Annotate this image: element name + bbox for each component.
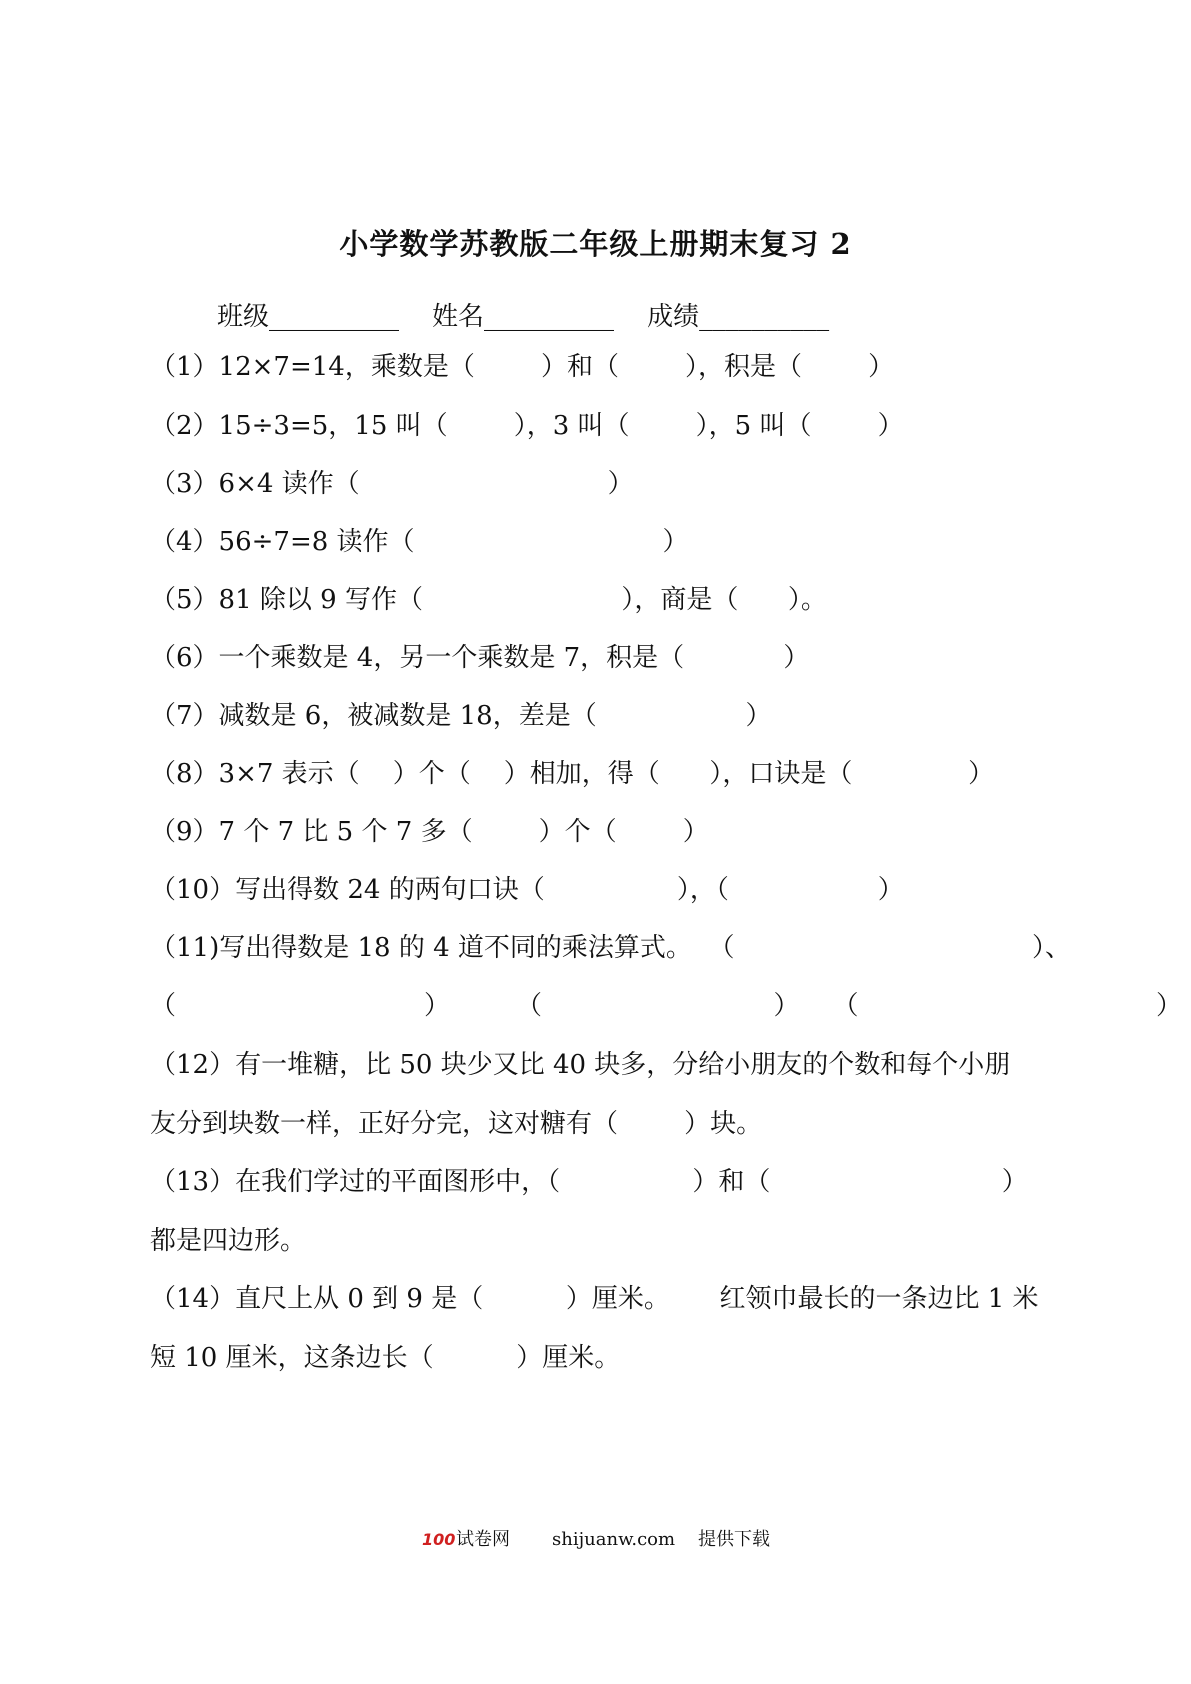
site-url: shijuanw.com <box>552 1529 676 1550</box>
question-6: （6）一个乘数是 4，另一个乘数是 7，积是（ ） <box>150 643 810 673</box>
student-info-line: 班级__________ 姓名__________ 成绩__________ <box>217 302 830 332</box>
question-1: （1）12×7=14，乘数是（ ）和（ ），积是（ ） <box>150 352 895 382</box>
question-11: （11)写出得数是 18 的 4 道不同的乘法算式。 （ ）、 <box>150 933 1071 963</box>
question-5: （5）81 除以 9 写作（ ），商是（ ）。 <box>150 585 827 615</box>
question-14-continued: 短 10 厘米，这条边长（ ）厘米。 <box>150 1343 621 1373</box>
question-9: （9）7 个 7 比 5 个 7 多（ ）个（ ） <box>150 817 709 847</box>
question-12-continued: 友分到块数一样，正好分完，这对糖有（ ）块。 <box>150 1109 763 1139</box>
site-logo: 100 <box>422 1530 456 1549</box>
page-title: 小学数学苏教版二年级上册期末复习 2 <box>339 227 852 261</box>
question-2: （2）15÷3=5，15 叫（ ），3 叫（ ），5 叫（ ） <box>150 411 904 441</box>
download-note: 提供下载 <box>698 1529 770 1550</box>
question-13-continued: 都是四边形。 <box>150 1226 307 1256</box>
question-10: （10）写出得数 24 的两句口诀（ ），（ ） <box>150 875 904 905</box>
question-3: （3）6×4 读作（ ） <box>150 469 634 499</box>
site-logo-text: 试卷网 <box>456 1529 510 1550</box>
question-7: （7）减数是 6，被减数是 18，差是（ ） <box>150 701 772 731</box>
question-13: （13）在我们学过的平面图形中，（ ）和（ ） <box>150 1167 1028 1197</box>
question-12: （12）有一堆糖，比 50 块少又比 40 块多，分给小朋友的个数和每个小朋 <box>150 1050 1011 1080</box>
question-14: （14）直尺上从 0 到 9 是（ ）厘米。 红领巾最长的一条边比 1 米 <box>150 1284 1039 1314</box>
question-11-continued: （ ） （ ） （ ） <box>150 991 1183 1021</box>
question-8: （8）3×7 表示（ ）个（ ）相加，得（ ），口诀是（ ） <box>150 759 995 789</box>
question-4: （4）56÷7=8 读作（ ） <box>150 527 689 557</box>
